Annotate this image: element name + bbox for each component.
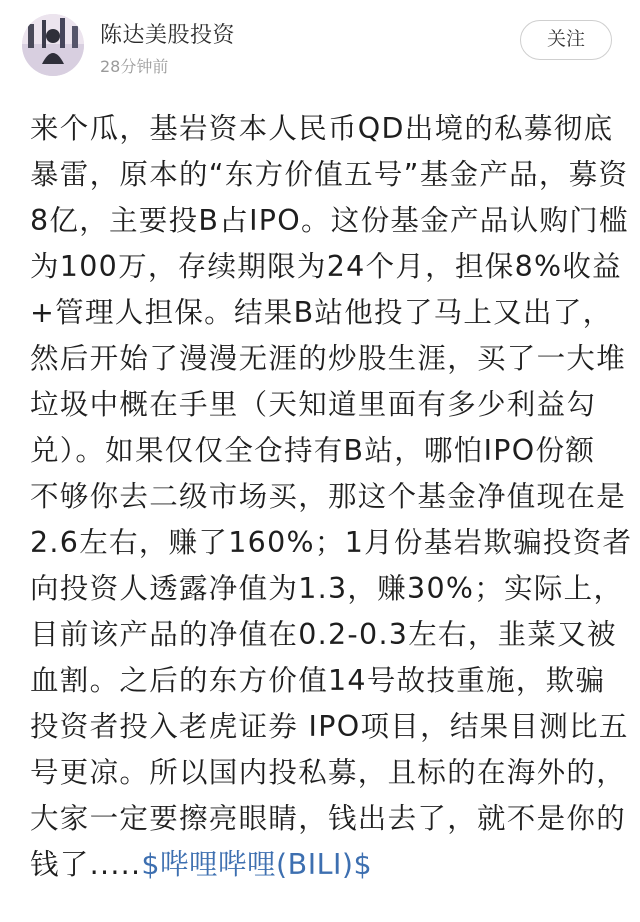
post-line: 号更凉。所以国内投私募，且标的在海外的， — [30, 756, 627, 789]
post-line: 血割。之后的东方价值14号故技重施，欺骗 — [30, 664, 606, 697]
post-content — [30, 106, 633, 888]
post-line: 投资者投入老虎证券 IPO项目，结果目测比五 — [30, 710, 629, 743]
avatar[interactable] — [22, 14, 84, 76]
post-line: 暴雷，原本的“东方价值五号”基金产品，募资 — [30, 158, 629, 191]
post-line: 8亿，主要投B占IPO。这份基金产品认购门槛 — [30, 204, 629, 237]
post-line: 来个瓜，基岩资本人民币QD出境的私募彻底 — [30, 112, 614, 145]
stock-tag-link[interactable]: $哔哩哔哩(BILI)$ — [141, 848, 373, 881]
person-avatar-icon — [22, 14, 84, 76]
post-line: +管理人担保。结果B站他投了马上又出了， — [30, 296, 613, 329]
post-timestamp: 28分钟前 — [100, 57, 169, 76]
follow-button[interactable]: 关注 — [520, 20, 612, 60]
post-line: 为100万，存续期限为24个月，担保8%收益 — [30, 250, 622, 283]
post-line-text: 钱了..... — [30, 848, 142, 881]
post-line: 兑）。如果仅仅全仓持有B站，哪怕IPO份额 — [30, 434, 596, 467]
post-line: 向投资人透露净值为1.3，赚30%；实际上， — [30, 572, 624, 605]
post-header — [0, 0, 640, 95]
post-line: 大家一定要擦亮眼睛，钱出去了，就不是你的 — [30, 802, 627, 835]
post-line: 不够你去二级市场买，那这个基金净值现在是 — [30, 480, 627, 513]
author-name[interactable]: 陈达美股投资 — [100, 23, 236, 48]
post-line: 目前该产品的净值在0.2-0.3左右，韭菜又被 — [30, 618, 617, 651]
post-line: 2.6左右，赚了160%；1月份基岩欺骗投资者 — [30, 526, 633, 559]
post-last-line — [30, 842, 620, 888]
post-line: 然后开始了漫漫无涯的炒股生涯，买了一大堆 — [30, 342, 627, 375]
post-line: 垃圾中概在手里（天知道里面有多少利益勾 — [30, 388, 597, 421]
